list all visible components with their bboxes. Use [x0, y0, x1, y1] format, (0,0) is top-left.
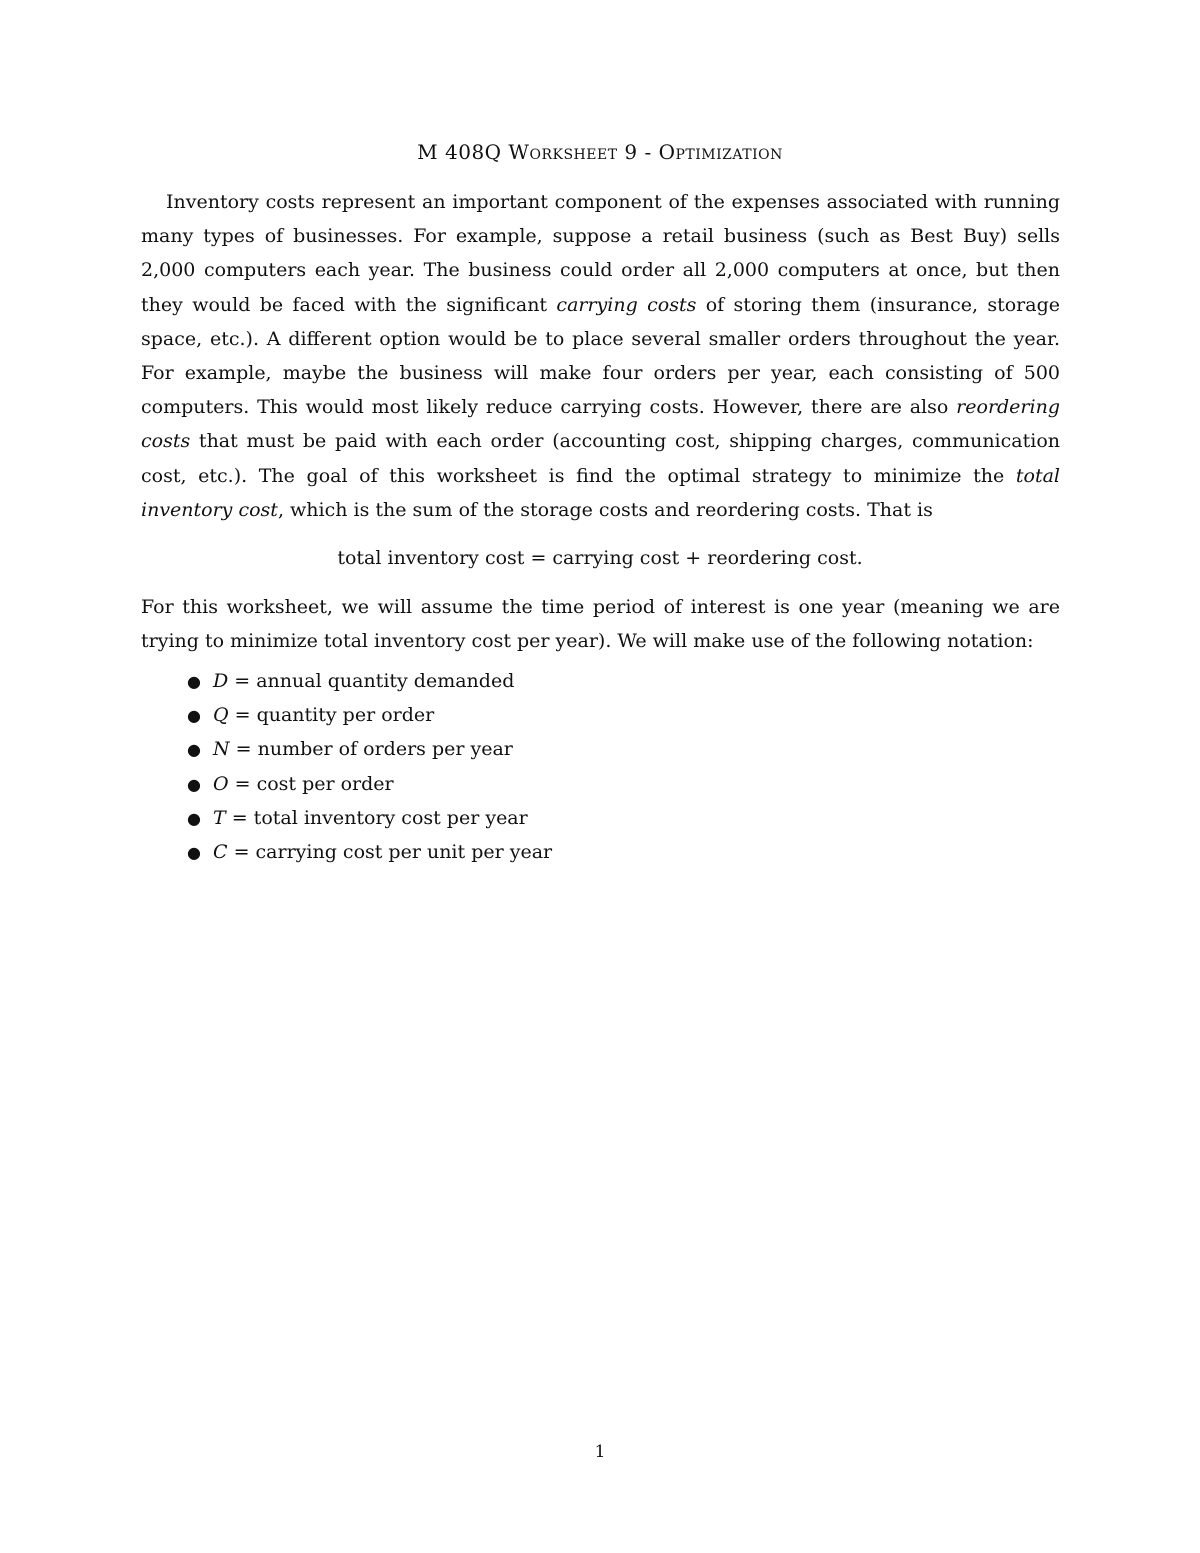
intro-sentence-1: Inventory costs represent an important component of the expenses associated with running many types of businesses. For example, suppose a retail business (such as Best Buy) sells 2,000 computers each year. The business could order all 2,000 computers at once, but then they would be faced with the significant — [141, 191, 1060, 316]
bullet-icon: ● — [187, 808, 201, 828]
term-total-inventory-cost: total inventory cost — [141, 464, 1060, 521]
bullet-icon: ● — [187, 774, 201, 794]
page-title — [0, 140, 1200, 164]
title-worksheet: Worksheet 9 — [508, 140, 638, 164]
intro-sentence-3: that must be paid with each order (accounting cost, shipping charges, communication cost, etc.). The goal of this worksheet is find the optimal strategy to minimize the — [141, 430, 1060, 487]
notation-symbol: N — [213, 738, 230, 761]
list-item — [187, 801, 552, 835]
list-item — [187, 664, 552, 698]
list-item — [187, 767, 552, 801]
notation-symbol: D — [213, 670, 229, 692]
title-topic: Optimization — [658, 140, 783, 164]
bullet-icon: ● — [187, 672, 201, 691]
notation-definition: = carrying cost per unit per year — [227, 840, 553, 863]
list-item — [187, 698, 552, 732]
assumption-paragraph: For this worksheet, we will assume the time period of interest is one year (meaning we are trying to minimize total inventory cost per year). We will make use of the following notation: — [141, 596, 1060, 653]
notation-definition: = total inventory cost per year — [225, 806, 528, 829]
notation-list — [187, 664, 552, 869]
cost-equation: total inventory cost = carrying cost + reordering cost. — [337, 547, 863, 569]
notation-definition: = quantity per order — [228, 704, 435, 727]
intro-sentence-2: of storing them (insurance, storage space, etc.). A different option would be to place several smaller orders throughout the year. For example, maybe the business will make four orders per year, each consisting of 500 computers. This would most likely reduce carrying costs. However, there are also — [141, 293, 1060, 419]
intro-paragraph — [141, 185, 1060, 527]
bullet-icon: ● — [187, 706, 201, 726]
notation-symbol: O — [213, 772, 229, 795]
title-course: M 408Q — [417, 140, 502, 164]
intro-sentence-4: , which is the sum of the storage costs and reordering costs. That is — [277, 498, 933, 521]
notation-symbol: T — [213, 806, 226, 829]
title-separator: - — [644, 140, 652, 164]
notation-definition: = cost per order — [228, 772, 394, 795]
list-item — [187, 732, 552, 766]
list-item — [187, 835, 552, 869]
notation-definition: = number of orders per year — [229, 738, 513, 761]
bullet-icon: ● — [187, 842, 201, 862]
bullet-icon: ● — [187, 740, 201, 760]
notation-symbol: C — [213, 840, 228, 863]
term-reordering-costs: reordering costs — [141, 396, 1060, 453]
term-carrying-costs: carrying costs — [556, 293, 697, 316]
page-number: 1 — [594, 1442, 606, 1462]
notation-definition: = annual quantity demanded — [228, 670, 515, 692]
notation-symbol: Q — [213, 704, 229, 727]
